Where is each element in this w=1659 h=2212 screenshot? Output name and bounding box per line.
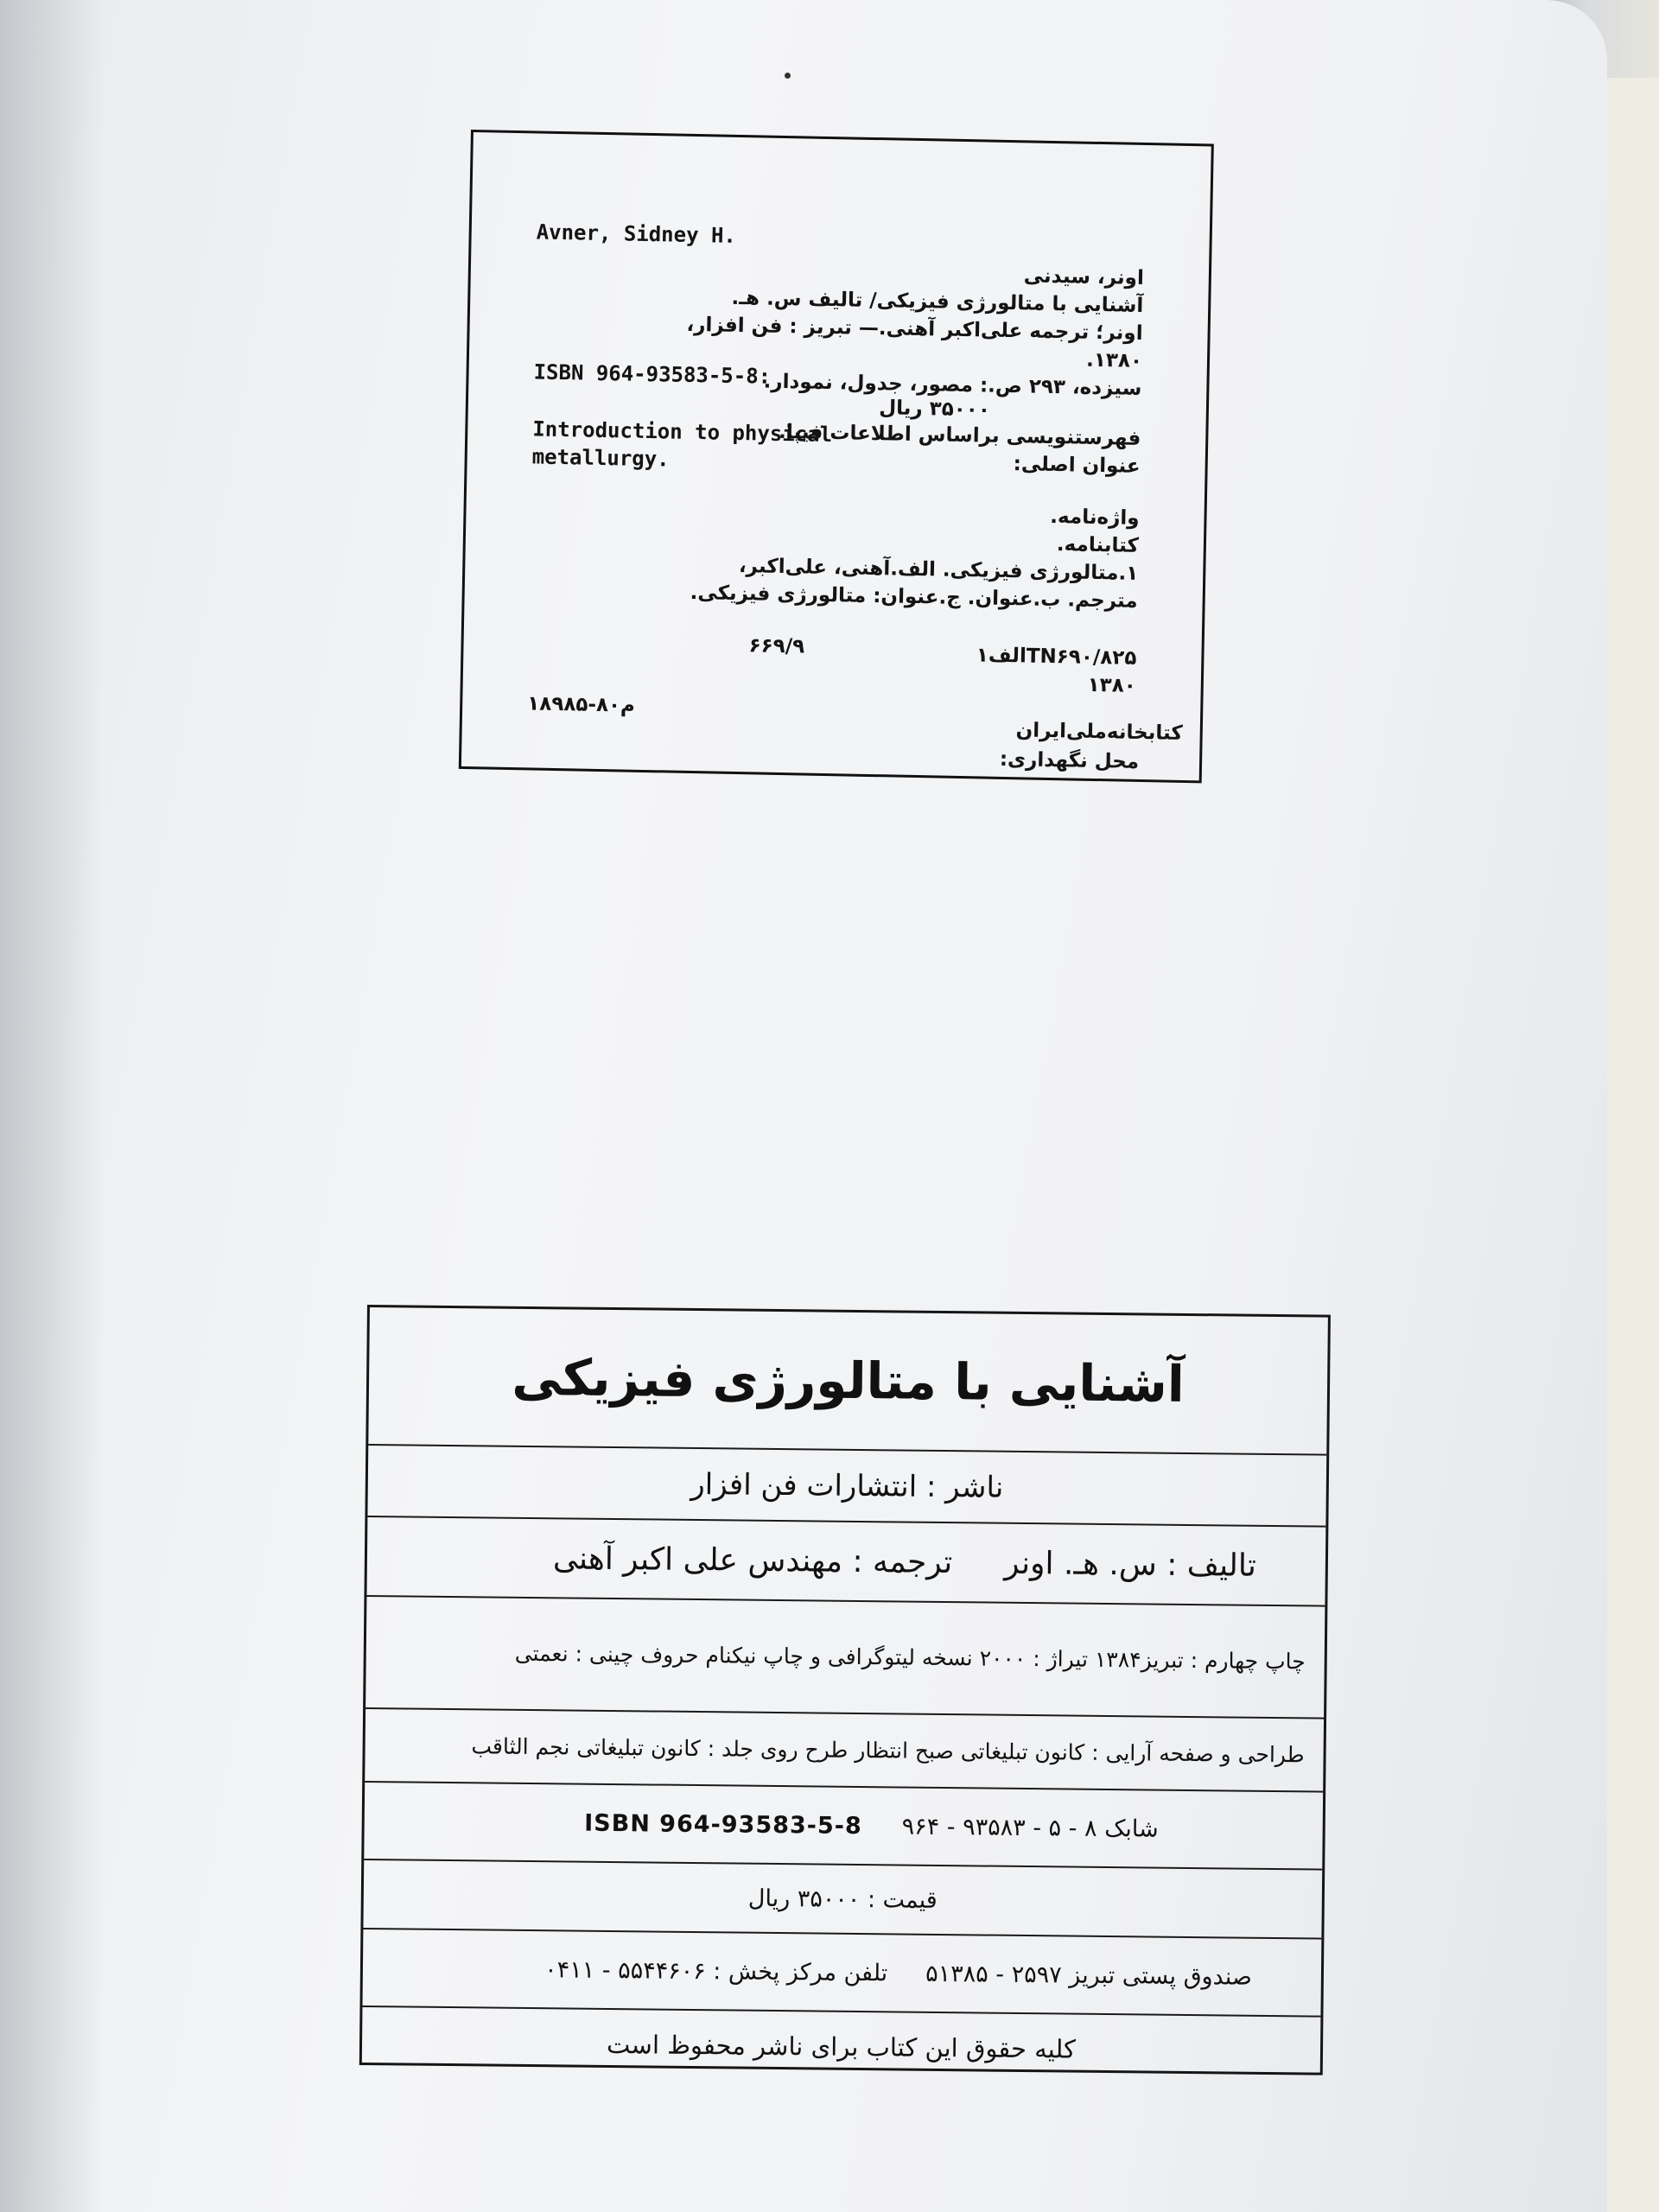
isbn: ISBN 964-93583-5-8: [584, 1809, 862, 1840]
catalog-isbn: ISBN 964-93583-5-8:: [533, 359, 772, 389]
author-row: [366, 1517, 1325, 1607]
translator: ترجمه : مهندس علی اکبر آهنی: [552, 1540, 953, 1580]
catalog-line: ۱۳۸۰.: [1085, 348, 1143, 372]
catalog-line: فهرستنویسی براساس اطلاعات فیپا.: [778, 420, 1141, 450]
rights-row: [362, 2007, 1321, 2087]
book-title-row: [368, 1307, 1328, 1456]
catalog-note: ۱.متالورژی فیزیکی. الف.آهنی، علی‌اکبر،: [738, 555, 1139, 585]
catalog-line: سیزده، ۲۹۳ ص.: مصور، جدول، نمودار.: [763, 370, 1142, 400]
catalog-note: واژه‌نامه.: [1050, 505, 1140, 530]
catalog-author-latin: Avner, Sidney H.: [536, 219, 737, 248]
price-row: [363, 1860, 1322, 1940]
catalog-line: اونر، سیدنی: [1023, 264, 1145, 289]
catalog-original-title: metallurgy.: [531, 444, 670, 472]
isbn-row: [364, 1783, 1323, 1871]
catalog-class-year: ۱۳۸۰: [1087, 673, 1137, 697]
print-info: چاپ چهارم : تبریز۱۳۸۴ تیراژ : ۲۰۰۰ نسخه لیتوگرافی و چاپ نیکنام حروف چینی : نعمتی: [514, 1640, 1306, 1675]
book-title: آشنایی با متالورژی فیزیکی: [512, 1347, 1185, 1414]
design-credits: طراحی و صفحه آرایی : کانون تبلیغاتی صبح انتظار طرح روی جلد : کانون تبلیغاتی نجم الثاقب: [471, 1733, 1305, 1768]
bibliographic-table: [359, 1305, 1331, 2075]
design-row: [365, 1709, 1324, 1793]
catalog-class-number: TN۶۹۰/۸۲۵الف۱: [976, 644, 1137, 670]
shabak: شابک ۸ - ۵ - ۹۳۵۸۳ - ۹۶۴: [901, 1813, 1159, 1843]
publisher: ناشر : انتشارات فن افزار: [690, 1466, 1004, 1505]
catalog-library: کتابخانه‌ملی‌ایران: [1015, 719, 1183, 745]
po-box: صندوق پستی تبریز ۲۵۹۷ - ۵۱۳۸۵: [925, 1960, 1253, 1991]
phone: تلفن مرکز پخش : ۵۵۴۴۶۰۶ - ۰۴۱۱: [544, 1955, 888, 1986]
page-fold-shadow: [0, 0, 104, 2212]
ink-dot: [785, 73, 791, 79]
catalog-line: عنوان اصلی:: [1013, 453, 1141, 478]
catalog-note: کتابنامه.: [1056, 533, 1140, 557]
catalog-dewey: ۶۶۹/۹: [748, 634, 805, 658]
publisher-row: [367, 1446, 1326, 1528]
catalog-original-title: Introduction to physical: [532, 416, 833, 448]
catalog-line: آشنایی با متالورژی فیزیکی/ تالیف س. هـ.: [731, 286, 1144, 317]
catalog-note: مترجم. ب.عنوان. ج.عنوان: متالورژی فیزیکی.: [690, 581, 1138, 613]
rights-notice: کلیه حقوق این کتاب برای ناشر محفوظ است: [606, 2029, 1077, 2064]
catalog-line: اونر؛ ترجمه علی‌اکبر آهنی.— تبریز : فن افزار،: [686, 313, 1143, 345]
address-row: [362, 1929, 1321, 2018]
price: قیمت : ۳۵۰۰۰ ریال: [747, 1885, 938, 1914]
catalog-line: ۳۵۰۰۰ ریال: [878, 397, 991, 422]
author: تالیف : س. هـ. اونر: [1004, 1545, 1257, 1584]
catalog-location: محل نگهداری:: [999, 747, 1140, 773]
catalog-record-number: م۸۰-۱۸۹۸۵: [527, 692, 636, 717]
catalog-card: [459, 130, 1214, 783]
print-info-row: [365, 1597, 1325, 1719]
